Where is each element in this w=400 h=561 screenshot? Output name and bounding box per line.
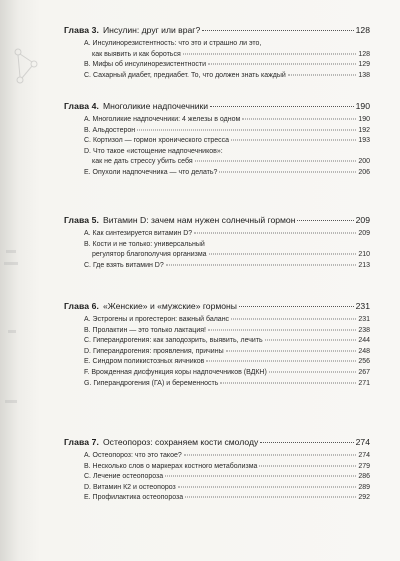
dot-leader — [208, 64, 356, 65]
section-entry — [84, 315, 370, 326]
dot-leader — [269, 371, 357, 372]
section-title: B. Кости и не только: универсальный — [84, 240, 205, 248]
section-title: D. Витамин К2 и остеопороз — [84, 483, 176, 491]
dot-leader — [166, 264, 357, 265]
dot-leader — [239, 306, 354, 307]
dot-leader — [231, 319, 356, 320]
section-page-number: 289 — [358, 483, 370, 491]
chapter-page-number: 231 — [355, 301, 370, 311]
section-page-number: 244 — [358, 337, 370, 345]
section-entry — [84, 357, 370, 368]
dot-leader — [183, 53, 357, 54]
section-entry — [84, 326, 370, 337]
dot-leader — [259, 465, 356, 466]
section-title: B. Альдостерон — [84, 126, 136, 134]
dot-leader — [288, 74, 357, 75]
section-page-number: 256 — [358, 358, 370, 366]
chapter-heading — [64, 214, 370, 226]
chapter-block — [64, 300, 370, 389]
chapter-page-number: 274 — [355, 437, 370, 447]
section-page-number: 206 — [358, 168, 370, 176]
section-title: G. Гиперандрогения (ГА) и беременность — [84, 379, 219, 387]
section-entry — [84, 168, 370, 179]
section-entry — [84, 261, 370, 272]
dot-leader — [208, 329, 356, 330]
section-page-number: 129 — [358, 61, 370, 69]
dot-leader — [184, 455, 357, 456]
section-entry — [84, 126, 370, 137]
section-entry — [84, 136, 370, 147]
section-entry — [92, 50, 370, 61]
section-title: E. Синдром поликистозных яичников — [84, 358, 205, 366]
section-page-number: 292 — [358, 494, 370, 502]
section-entry — [84, 336, 370, 347]
chapter-title: Витамин D: зачем нам нужен солнечный гормон — [103, 215, 296, 225]
dot-leader — [209, 254, 357, 255]
chapter-title: Остеопороз: сохраняем кости смолоду — [103, 437, 259, 447]
dot-leader — [297, 220, 353, 221]
chapter-page-number: 190 — [355, 101, 370, 111]
section-entry — [84, 451, 370, 462]
dot-leader — [165, 476, 356, 477]
dot-leader — [242, 119, 356, 120]
chapter-label: Глава 5. — [64, 215, 99, 225]
dot-leader — [194, 233, 356, 234]
section-title: C. Лечение остеопороза — [84, 473, 164, 481]
section-title: F. Врожденная дисфункция коры надпочечников (ВДКН) — [84, 368, 267, 376]
section-page-number: 279 — [358, 462, 370, 470]
section-page-number: 248 — [358, 347, 370, 355]
chapter-block — [64, 214, 370, 271]
section-title: E. Профилактика остеопороза — [84, 494, 184, 502]
dot-leader — [185, 497, 356, 498]
chapter-label: Глава 3. — [64, 25, 99, 35]
section-entry — [84, 347, 370, 358]
chapter-heading — [64, 24, 370, 36]
section-page-number: 209 — [358, 230, 370, 237]
dot-leader — [226, 350, 357, 351]
chapter-page-number: 209 — [355, 215, 370, 225]
chapter-block — [64, 100, 370, 179]
section-entry — [92, 157, 370, 168]
section-entry — [84, 472, 370, 483]
chapter-block — [64, 24, 370, 81]
section-entry — [84, 368, 370, 379]
section-entry — [92, 250, 370, 261]
dot-leader — [137, 129, 356, 130]
section-title: D. Гиперандрогения: проявления, причины — [84, 347, 224, 355]
section-title: C. Сахарный диабет, предиабет. То, что должен знать каждый — [84, 71, 286, 79]
section-entry — [84, 462, 370, 473]
section-page-number: 267 — [358, 368, 370, 376]
section-list — [84, 115, 370, 179]
section-title: A. Инсулинорезистентность: что это и страшно ли это, — [84, 40, 262, 47]
dot-leader — [231, 140, 356, 141]
chapter-title: «Женские» и «мужские» гормоны — [103, 301, 237, 311]
chapter-heading — [64, 100, 370, 112]
section-page-number: 238 — [358, 326, 370, 334]
section-list — [84, 315, 370, 389]
section-entry — [84, 240, 370, 251]
section-title: B. Несколько слов о маркерах костного метаболизма — [84, 462, 258, 470]
section-entry — [84, 379, 370, 390]
dot-leader — [260, 442, 353, 443]
section-title: B. Мифы об инсулинорезистентности — [84, 61, 206, 69]
section-list — [84, 451, 370, 504]
section-title: A. Как синтезируется витамин D? — [84, 230, 193, 237]
chapter-title: Инсулин: друг или враг? — [103, 25, 201, 35]
dot-leader — [206, 361, 356, 362]
section-title: C. Где взять витамин D? — [84, 261, 164, 269]
dot-leader — [195, 161, 357, 162]
section-page-number: 138 — [358, 71, 370, 79]
section-page-number: 192 — [358, 126, 370, 134]
left-edge-molecule-illustration — [0, 0, 44, 561]
section-page-number: 213 — [358, 261, 370, 269]
section-page-number: 193 — [358, 137, 370, 145]
section-title: E. Опухоли надпочечника — что делать? — [84, 168, 218, 176]
chapter-heading — [64, 300, 370, 312]
section-page-number: 274 — [358, 452, 370, 459]
chapter-title: Многоликие надпочечники — [103, 101, 209, 111]
section-page-number: 210 — [358, 251, 370, 259]
dot-leader — [210, 106, 354, 107]
chapter-page-number: 128 — [355, 25, 370, 35]
section-title: C. Кортизол — гормон хронического стресса — [84, 137, 230, 145]
section-title: A. Многоликие надпочечники: 4 железы в одном — [84, 116, 241, 123]
section-entry — [84, 71, 370, 82]
dot-leader — [265, 340, 357, 341]
section-title: D. Что такое «истощение надпочечников»: — [84, 147, 223, 155]
section-page-number: 286 — [358, 473, 370, 481]
chapter-label: Глава 6. — [64, 301, 99, 311]
section-title: как не дать стрессу убить себя — [92, 158, 193, 166]
dot-leader — [202, 30, 353, 31]
section-title: как выявить и как бороться — [92, 50, 181, 58]
section-entry — [84, 147, 370, 158]
section-entry — [84, 229, 370, 240]
section-entry — [84, 39, 370, 50]
chapter-block — [64, 436, 370, 504]
section-entry — [84, 60, 370, 71]
dot-leader — [220, 382, 356, 383]
section-title: C. Гиперандрогения: как заподозрить, выявить, лечить — [84, 337, 263, 345]
section-list — [84, 39, 370, 81]
section-list — [84, 229, 370, 271]
section-entry — [84, 493, 370, 504]
section-title: B. Пролактин — это только лактация! — [84, 326, 206, 334]
section-page-number: 271 — [358, 379, 370, 387]
section-entry — [84, 115, 370, 126]
dot-leader — [178, 486, 357, 487]
dot-leader — [219, 171, 356, 172]
chapter-heading — [64, 436, 370, 448]
section-entry — [84, 483, 370, 494]
section-page-number: 128 — [358, 50, 370, 58]
section-page-number: 200 — [358, 158, 370, 166]
chapter-label: Глава 4. — [64, 101, 99, 111]
chapter-label: Глава 7. — [64, 437, 99, 447]
section-title: A. Остеопороз: что это такое? — [84, 452, 182, 459]
section-page-number: 231 — [358, 316, 370, 323]
section-page-number: 190 — [358, 116, 370, 123]
section-title: A. Эстрогены и прогестерон: важный баланс — [84, 316, 230, 323]
section-title: регулятор благополучия организма — [92, 251, 207, 259]
